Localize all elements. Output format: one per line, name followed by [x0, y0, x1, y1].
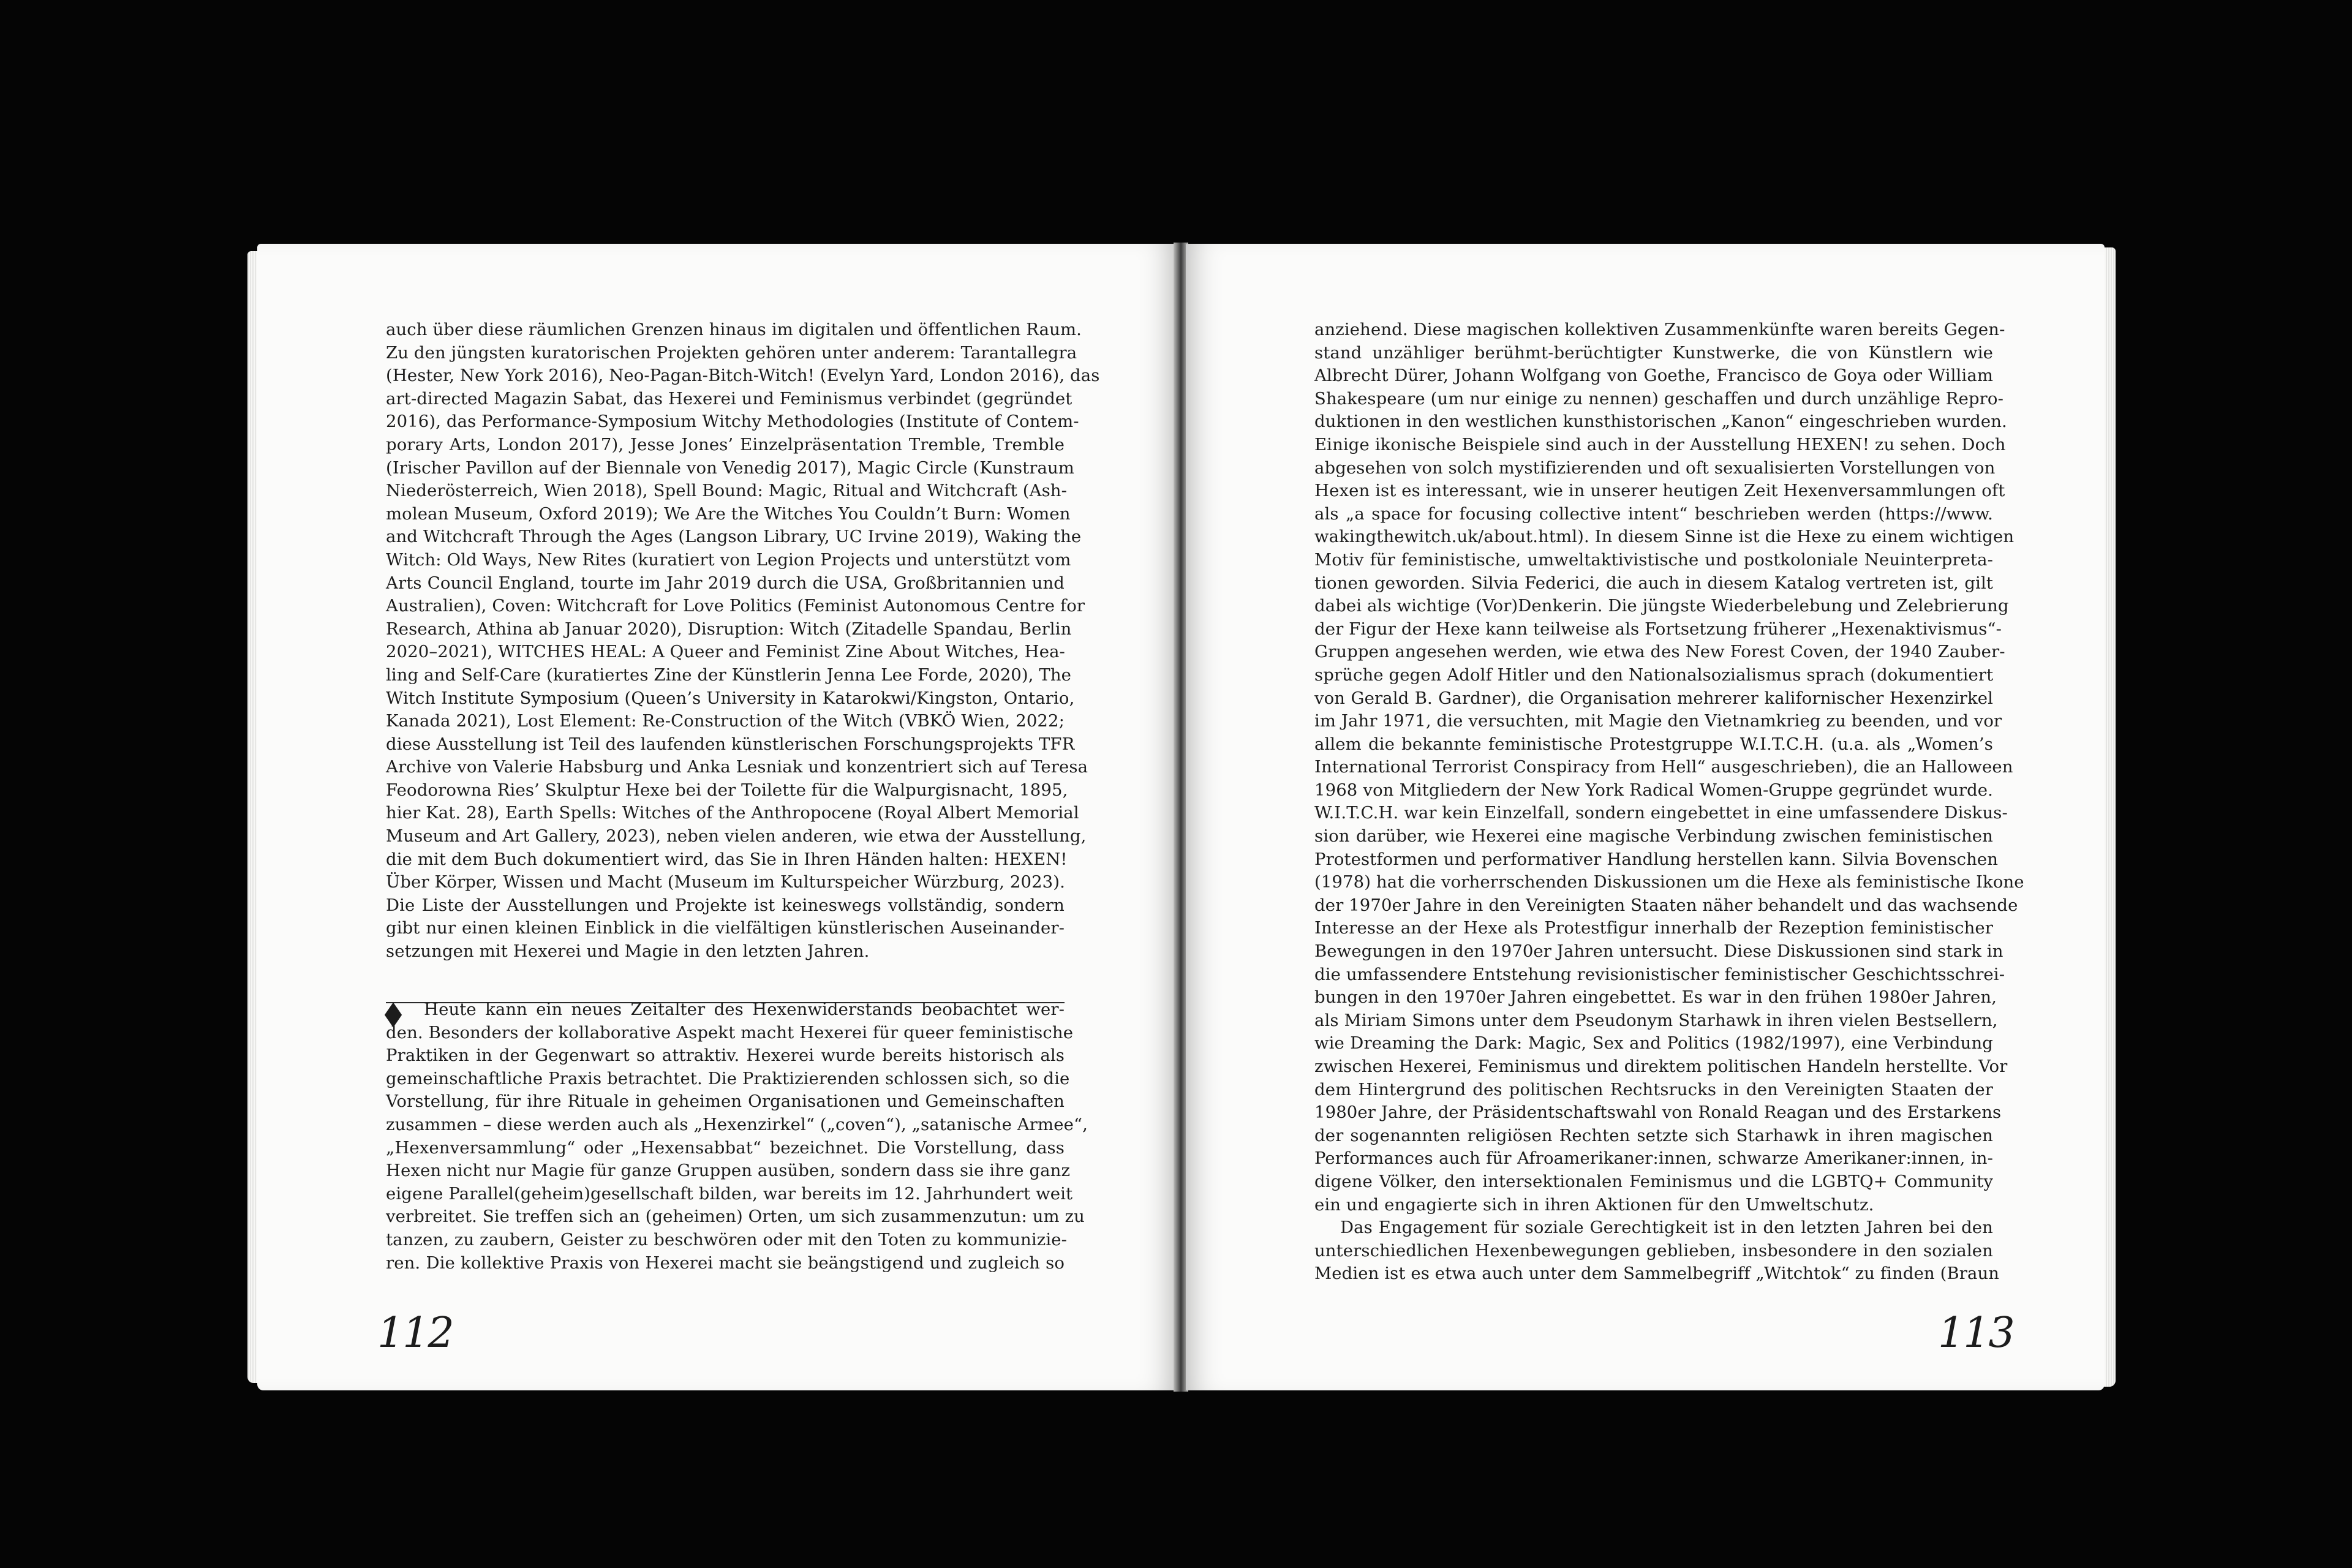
- right-page-text: [1314, 318, 2024, 1286]
- text-line: duktionen in den westlichen kunsthistorischen „Kanon“ eingeschrieben wurden.: [1314, 412, 2007, 432]
- text-line: Witch: Old Ways, New Rites (kuratiert von Legion Projects und unterstützt vom: [386, 549, 1071, 570]
- text-line: Niederösterreich, Wien 2018), Spell Bound: Magic, Ritual and Witchcraft (Ash-: [386, 481, 1067, 501]
- text-line: 2020–2021), WITCHES HEAL: A Queer and Feminist Zine About Witches, Hea-: [386, 642, 1065, 662]
- text-line: auch über diese räumlichen Grenzen hinaus im digitalen und öffentlichen Raum.: [386, 320, 1082, 339]
- text-line: den. Besonders der kollaborative Aspekt macht Hexerei für queer feministische: [386, 1022, 1074, 1042]
- text-line: 1968 von Mitgliedern der New York Radical Women-Gruppe gegründet wurde.: [1314, 780, 1993, 800]
- text-line: von Gerald B. Gardner), die Organisation mehrerer kalifornischer Hexenzirkel: [1314, 688, 1993, 708]
- text-line: der sogenannten religiösen Rechten setzte sich Starhawk in ihren magischen: [1314, 1125, 1993, 1145]
- text-line: Hexen nicht nur Magie für ganze Gruppen ausüben, sondern dass sie ihre ganz: [386, 1161, 1071, 1181]
- text-line: Archive von Valerie Habsburg und Anka Lesniak und konzentriert sich auf Teresa: [386, 757, 1088, 777]
- text-line: gibt nur einen kleinen Einblick in die vielfältigen künstlerischen Auseinander-: [386, 918, 1065, 938]
- text-line: porary Arts, London 2017), Jesse Jones’ Einzelpräsentation Tremble, Tremble: [386, 434, 1065, 454]
- text-line: molean Museum, Oxford 2019); We Are the Witches You Couldn’t Burn: Women: [386, 503, 1071, 524]
- text-line: Praktiken in der Gegenwart so attraktiv. Hexerei wurde bereits historisch als: [386, 1046, 1065, 1066]
- text-line: die umfassendere Entstehung revisionistischer feministischer Geschichtsschrei-: [1314, 964, 2005, 984]
- text-line: bungen in den 1970er Jahren eingebettet. Es war in den frühen 1980er Jahren,: [1314, 987, 1997, 1008]
- left-paragraph-2: [386, 998, 1088, 1275]
- text-line: Shakespeare (um nur einige zu nennen) geschaffen und durch unzählige Repro-: [1314, 388, 2003, 409]
- text-line: Motiv für feministische, umweltaktivistische und postkoloniale Neuinterpreta-: [1314, 549, 1993, 570]
- text-line: ling and Self-Care (kuratiertes Zine der Künstlerin Jenna Lee Forde, 2020), The: [386, 665, 1072, 685]
- text-line: Hexen ist es interessant, wie in unserer heutigen Zeit Hexenversammlungen oft: [1314, 481, 2005, 501]
- text-line: art-directed Magazin Sabat, das Hexerei und Feminismus verbindet (gegründet: [386, 388, 1072, 409]
- text-line: (Irischer Pavillon auf der Biennale von Venedig 2017), Magic Circle (Kunstraum: [386, 458, 1074, 478]
- text-line: wie Dreaming the Dark: Magic, Sex and Politics (1982/1997), eine Verbindung: [1314, 1033, 1993, 1054]
- book-page-right: [1186, 244, 2105, 1390]
- text-line: (1978) hat die vorherrschenden Diskussionen um die Hexe als feministische Ikone: [1314, 872, 2024, 892]
- text-line: tanzen, zu zaubern, Geister zu beschwören oder mit den Toten zu kommunizie-: [386, 1229, 1067, 1250]
- text-line: der Figur der Hexe kann teilweise als Fortsetzung früherer „Hexenaktivismus“-: [1314, 619, 2002, 639]
- text-line: abgesehen von solch mystifizierenden und oft sexualisierten Vorstellungen von: [1314, 458, 1996, 478]
- text-line: wakingthewitch.uk/about.html). In diesem Sinne ist die Hexe zu einem wichtigen: [1314, 527, 2015, 547]
- text-line: Über Körper, Wissen und Macht (Museum im Kulturspeicher Würzburg, 2023).: [386, 872, 1065, 892]
- text-line: dem Hintergrund des politischen Rechtsrucks in den Vereinigten Staaten der: [1314, 1079, 1993, 1099]
- page-number-right: 113: [1938, 1309, 2014, 1357]
- text-line: digene Völker, den intersektionalen Feminismus und die LGBTQ+ Community: [1314, 1171, 1993, 1191]
- text-line: Research, Athina ab Januar 2020), Disruption: Witch (Zitadelle Spandau, Berlin: [386, 619, 1072, 639]
- text-line: Interesse an der Hexe als Protestfigur innerhalb der Rezeption feministischer: [1314, 918, 1993, 938]
- text-line: diese Ausstellung ist Teil des laufenden künstlerischen Forschungsprojekts TFR: [386, 734, 1075, 754]
- text-line: tionen geworden. Silvia Federici, die auch in diesem Katalog vertreten ist, gilt: [1314, 573, 1993, 593]
- text-line: W.I.T.C.H. war kein Einzelfall, sondern eingebettet in eine umfassendere Diskus-: [1314, 803, 2008, 823]
- left-paragraph-1: [386, 318, 1100, 963]
- text-line: 2016), das Performance-Symposium Witchy Methodologies (Institute of Contem-: [386, 412, 1079, 432]
- text-line: zwischen Hexerei, Feminismus und direktem politischen Handeln herstellte. Vor: [1314, 1057, 2008, 1076]
- text-line: Protestformen und performativer Handlung herstellen kann. Silvia Bovenschen: [1314, 849, 1999, 869]
- text-line: gemeinschaftliche Praxis betrachtet. Die Praktizierenden schlossen sich, so die: [386, 1068, 1070, 1088]
- text-line: Die Liste der Ausstellungen und Projekte ist keineswegs vollständig, sondern: [386, 895, 1065, 915]
- text-line: ein und engagierte sich in ihren Aktionen für den Umweltschutz.: [1314, 1194, 1874, 1215]
- text-line: Museum and Art Gallery, 2023), neben vielen anderen, wie etwa der Ausstellung,: [386, 826, 1087, 846]
- page-number-left: 112: [377, 1309, 453, 1357]
- text-line: Einige ikonische Beispiele sind auch in der Ausstellung HEXEN! zu sehen. Doch: [1314, 434, 2006, 454]
- text-line: Heute kann ein neues Zeitalter des Hexenwiderstands beobachtet wer-: [424, 1000, 1065, 1019]
- text-line: sprüche gegen Adolf Hitler und den Nationalsozialismus sprach (dokumentiert: [1314, 665, 1994, 685]
- text-line: Bewegungen in den 1970er Jahren untersucht. Diese Diskussionen sind stark in: [1314, 941, 2003, 962]
- text-line: unterschiedlichen Hexenbewegungen geblieben, insbesondere in den sozialen: [1314, 1240, 1993, 1261]
- text-line: anziehend. Diese magischen kollektiven Zusammenkünfte waren bereits Gegen-: [1314, 320, 2005, 339]
- text-line: (Hester, New York 2016), Neo-Pagan-Bitch-Witch! (Evelyn Yard, London 2016), das: [386, 366, 1100, 386]
- text-line: als Miriam Simons unter dem Pseudonym Starhawk in ihren vielen Bestsellern,: [1314, 1010, 1998, 1030]
- text-line: Feodorowna Ries’ Skulptur Hexe bei der Toilette für die Walpurgisnacht, 1895,: [386, 780, 1068, 800]
- text-line: Australien), Coven: Witchcraft for Love Politics (Feminist Autonomous Centre for: [386, 596, 1085, 616]
- text-line: Witch Institute Symposium (Queen’s University in Katarokwi/Kingston, Ontario,: [386, 688, 1075, 708]
- text-line: sion darüber, wie Hexerei eine magische Verbindung zwischen feministischen: [1314, 826, 1993, 846]
- text-line: dabei als wichtige (Vor)Denkerin. Die jüngste Wiederbelebung und Zelebrierung: [1314, 596, 2009, 616]
- text-line: Medien ist es etwa auch unter dem Sammelbegriff „Witchtok“ zu finden (Braun: [1314, 1264, 2000, 1284]
- text-line: International Terrorist Conspiracy from Hell“ ausgeschrieben), die an Halloween: [1314, 757, 2013, 777]
- text-line: ren. Die kollektive Praxis von Hexerei macht sie beängstigend und zugleich so: [386, 1253, 1065, 1273]
- text-line: Gruppen angesehen werden, wie etwa des New Forest Coven, der 1940 Zauber-: [1314, 642, 2005, 662]
- text-line: Zu den jüngsten kuratorischen Projekten gehören unter anderem: Tarantallegra: [386, 342, 1077, 363]
- text-line: eigene Parallel(geheim)gesellschaft bilden, war bereits im 12. Jahrhundert weit: [386, 1183, 1073, 1204]
- text-line: and Witchcraft Through the Ages (Langson Library, UC Irvine 2019), Waking the: [386, 527, 1082, 547]
- text-line: Vorstellung, für ihre Rituale in geheimen Organisationen und Gemeinschaften: [386, 1091, 1065, 1112]
- text-line: 1980er Jahre, der Präsidentschaftswahl von Ronald Reagan und des Erstarkens: [1314, 1102, 2002, 1123]
- text-line: Albrecht Dürer, Johann Wolfgang von Goethe, Francisco de Goya oder William: [1314, 366, 1993, 386]
- text-line: hier Kat. 28), Earth Spells: Witches of the Anthropocene (Royal Albert Memorial: [386, 803, 1079, 823]
- text-line: Performances auch für Afroamerikaner:innen, schwarze Amerikaner:innen, in-: [1314, 1148, 1993, 1169]
- text-line: als „a space for focusing collective intent“ beschrieben werden (https://www.: [1314, 503, 1993, 524]
- text-line: im Jahr 1971, die versuchten, mit Magie den Vietnamkrieg zu beenden, und vor: [1314, 711, 2002, 731]
- text-line: Arts Council England, tourte im Jahr 2019 durch die USA, Großbritannien und: [386, 573, 1065, 593]
- text-line: „Hexenversammlung“ oder „Hexensabbat“ bezeichnet. Die Vorstellung, dass: [386, 1137, 1065, 1158]
- book-page-left: [257, 244, 1176, 1390]
- text-line: stand unzähliger berühmt-berüchtigter Kunstwerke, die von Künstlern wie: [1314, 342, 1993, 363]
- text-line: Das Engagement für soziale Gerechtigkeit ist in den letzten Jahren bei den: [1340, 1218, 1993, 1238]
- text-line: die mit dem Buch dokumentiert wird, das Sie in Ihren Händen halten: HEXEN!: [386, 849, 1068, 869]
- text-line: allem die bekannte feministische Protestgruppe W.I.T.C.H. (u.a. als „Women’s: [1314, 734, 1993, 754]
- text-line: Kanada 2021), Lost Element: Re-Construction of the Witch (VBKÖ Wien, 2022;: [386, 711, 1065, 731]
- text-line: der 1970er Jahre in den Vereinigten Staaten näher behandelt und das wachsende: [1314, 895, 2018, 915]
- text-line: zusammen – diese werden auch als „Hexenzirkel“ („coven“), „satanische Armee“,: [386, 1114, 1088, 1134]
- text-line: setzungen mit Hexerei und Magie in den letzten Jahren.: [386, 941, 870, 962]
- text-line: verbreitet. Sie treffen sich an (geheimen) Orten, um sich zusammenzutun: um zu: [386, 1207, 1085, 1227]
